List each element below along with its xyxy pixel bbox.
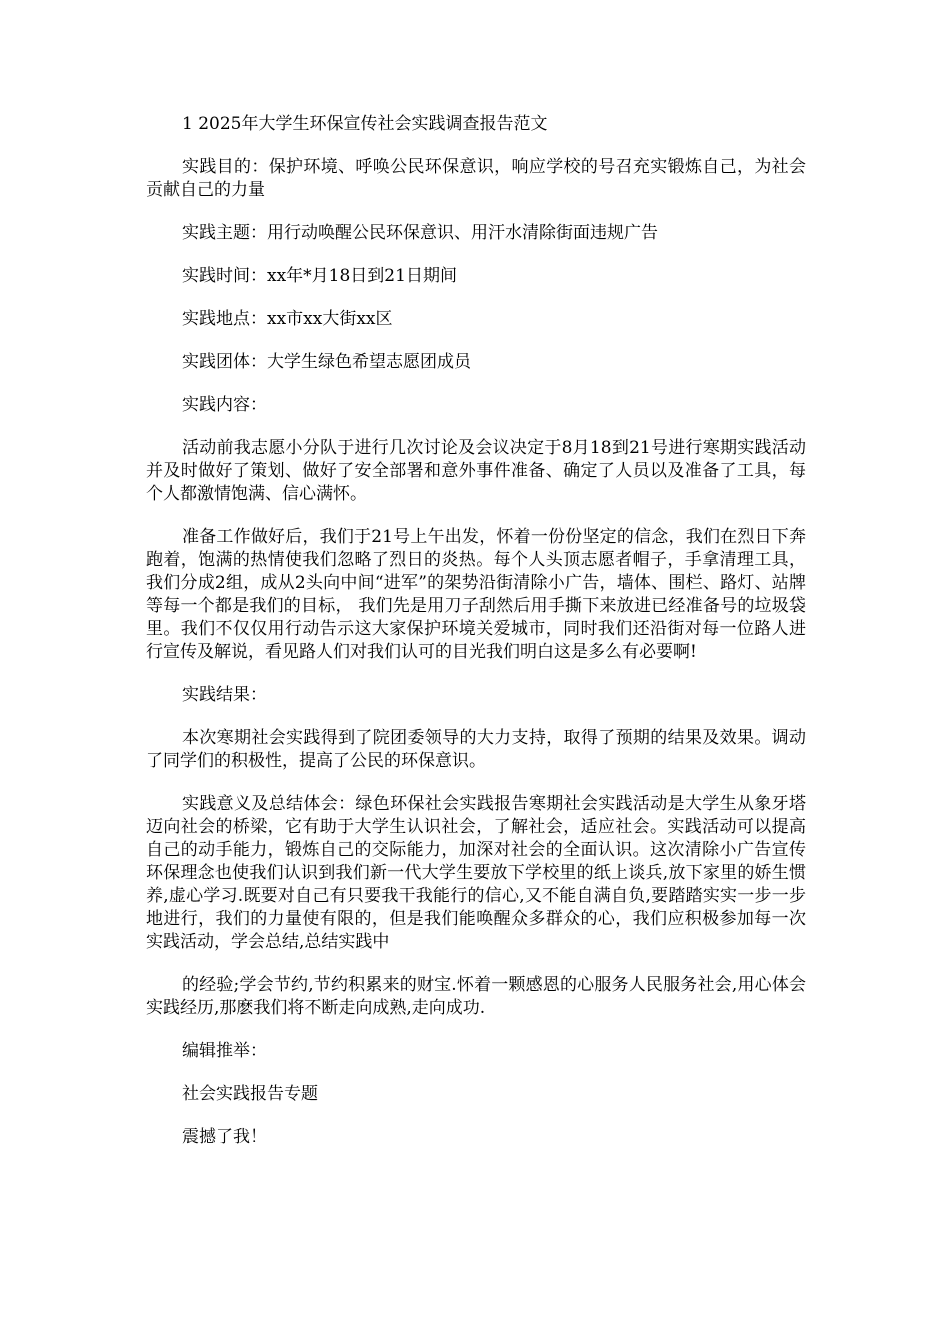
paragraph-preparation: 活动前我志愿小分队于进行几次讨论及会议决定于8月18到21号进行寒期实践活动并及时做好了策划、做好了安全部署和意外事件准备、确定了人员以及准备了工具，每个人都激情饱满、信心满怀。 <box>146 438 806 504</box>
paragraph-team: 实践团体：大学生绿色希望志愿团成员 <box>182 352 471 372</box>
paragraph-closing: 震撼了我！ <box>182 1127 267 1147</box>
paragraph-topic: 社会实践报告专题 <box>182 1084 318 1104</box>
document-body <box>146 113 806 1169</box>
paragraph-activity: 准备工作做好后，我们于21号上午出发，怀着一份份坚定的信念，我们在烈日下奔跑着，饱满的热情使我们忽略了烈日的炎热。每个人头顶志愿者帽子，手拿清理工具，我们分成2组，成从2头向中间“进军”的架势沿街清除小广告，墙体、围栏、路灯、站牌等每一个都是我们的目标， 我们先是用刀子刮然后用手撕下来放进已经准备号的垃圾袋里。我们不仅仅用行动告示这大家保护环境关爱城市，同时我们还沿街对每一位路人进行宣传及解说，看见路人们对我们认可的目光我们明白这是多么有必要啊! <box>146 527 806 662</box>
paragraph-editor-recommend: 编辑推举： <box>182 1041 267 1061</box>
paragraph-experience: 的经验;学会节约,节约积累来的财宝.怀着一颗感恩的心服务人民服务社会,用心体会实践经历,那麽我们将不断走向成熟,走向成功. <box>146 975 806 1018</box>
paragraph-significance: 实践意义及总结体会：绿色环保社会实践报告寒期社会实践活动是大学生从象牙塔迈向社会的桥梁，它有助于大学生认识社会，了解社会，适应社会。实践活动可以提高自己的动手能力，锻炼自己的交际能力，加深对社会的全面认识。这次清除小广告宣传环保理念也使我们认识到我们新一代大学生要放下学校里的纸上谈兵,放下家里的娇生惯养,虚心学习.既要对自己有只要我干我能行的信心,又不能自满自负,要踏踏实实一步一步地进行，我们的力量使有限的，但是我们能唤醒众多群众的心，我们应积极参加每一次实践活动，学会总结,总结实践中 <box>146 794 806 952</box>
paragraph-time: 实践时间：xx年*月18日到21日期间 <box>182 266 457 286</box>
paragraph-result: 本次寒期社会实践得到了院团委领导的大力支持，取得了预期的结果及效果。调动了同学们的积极性，提高了公民的环保意识。 <box>146 728 806 771</box>
paragraph-location: 实践地点：xx市xx大街xx区 <box>182 309 393 329</box>
paragraph-theme: 实践主题：用行动唤醒公民环保意识、用汗水清除街面违规广告 <box>182 223 658 243</box>
paragraph-content-heading: 实践内容： <box>182 395 267 415</box>
paragraph-purpose: 实践目的：保护环境、呼唤公民环保意识，响应学校的号召充实锻炼自己，为社会贡献自己的力量 <box>146 157 806 200</box>
paragraph-result-heading: 实践结果： <box>182 685 267 705</box>
document-title: 1 2025年大学生环保宣传社会实践调查报告范文 <box>182 114 548 134</box>
